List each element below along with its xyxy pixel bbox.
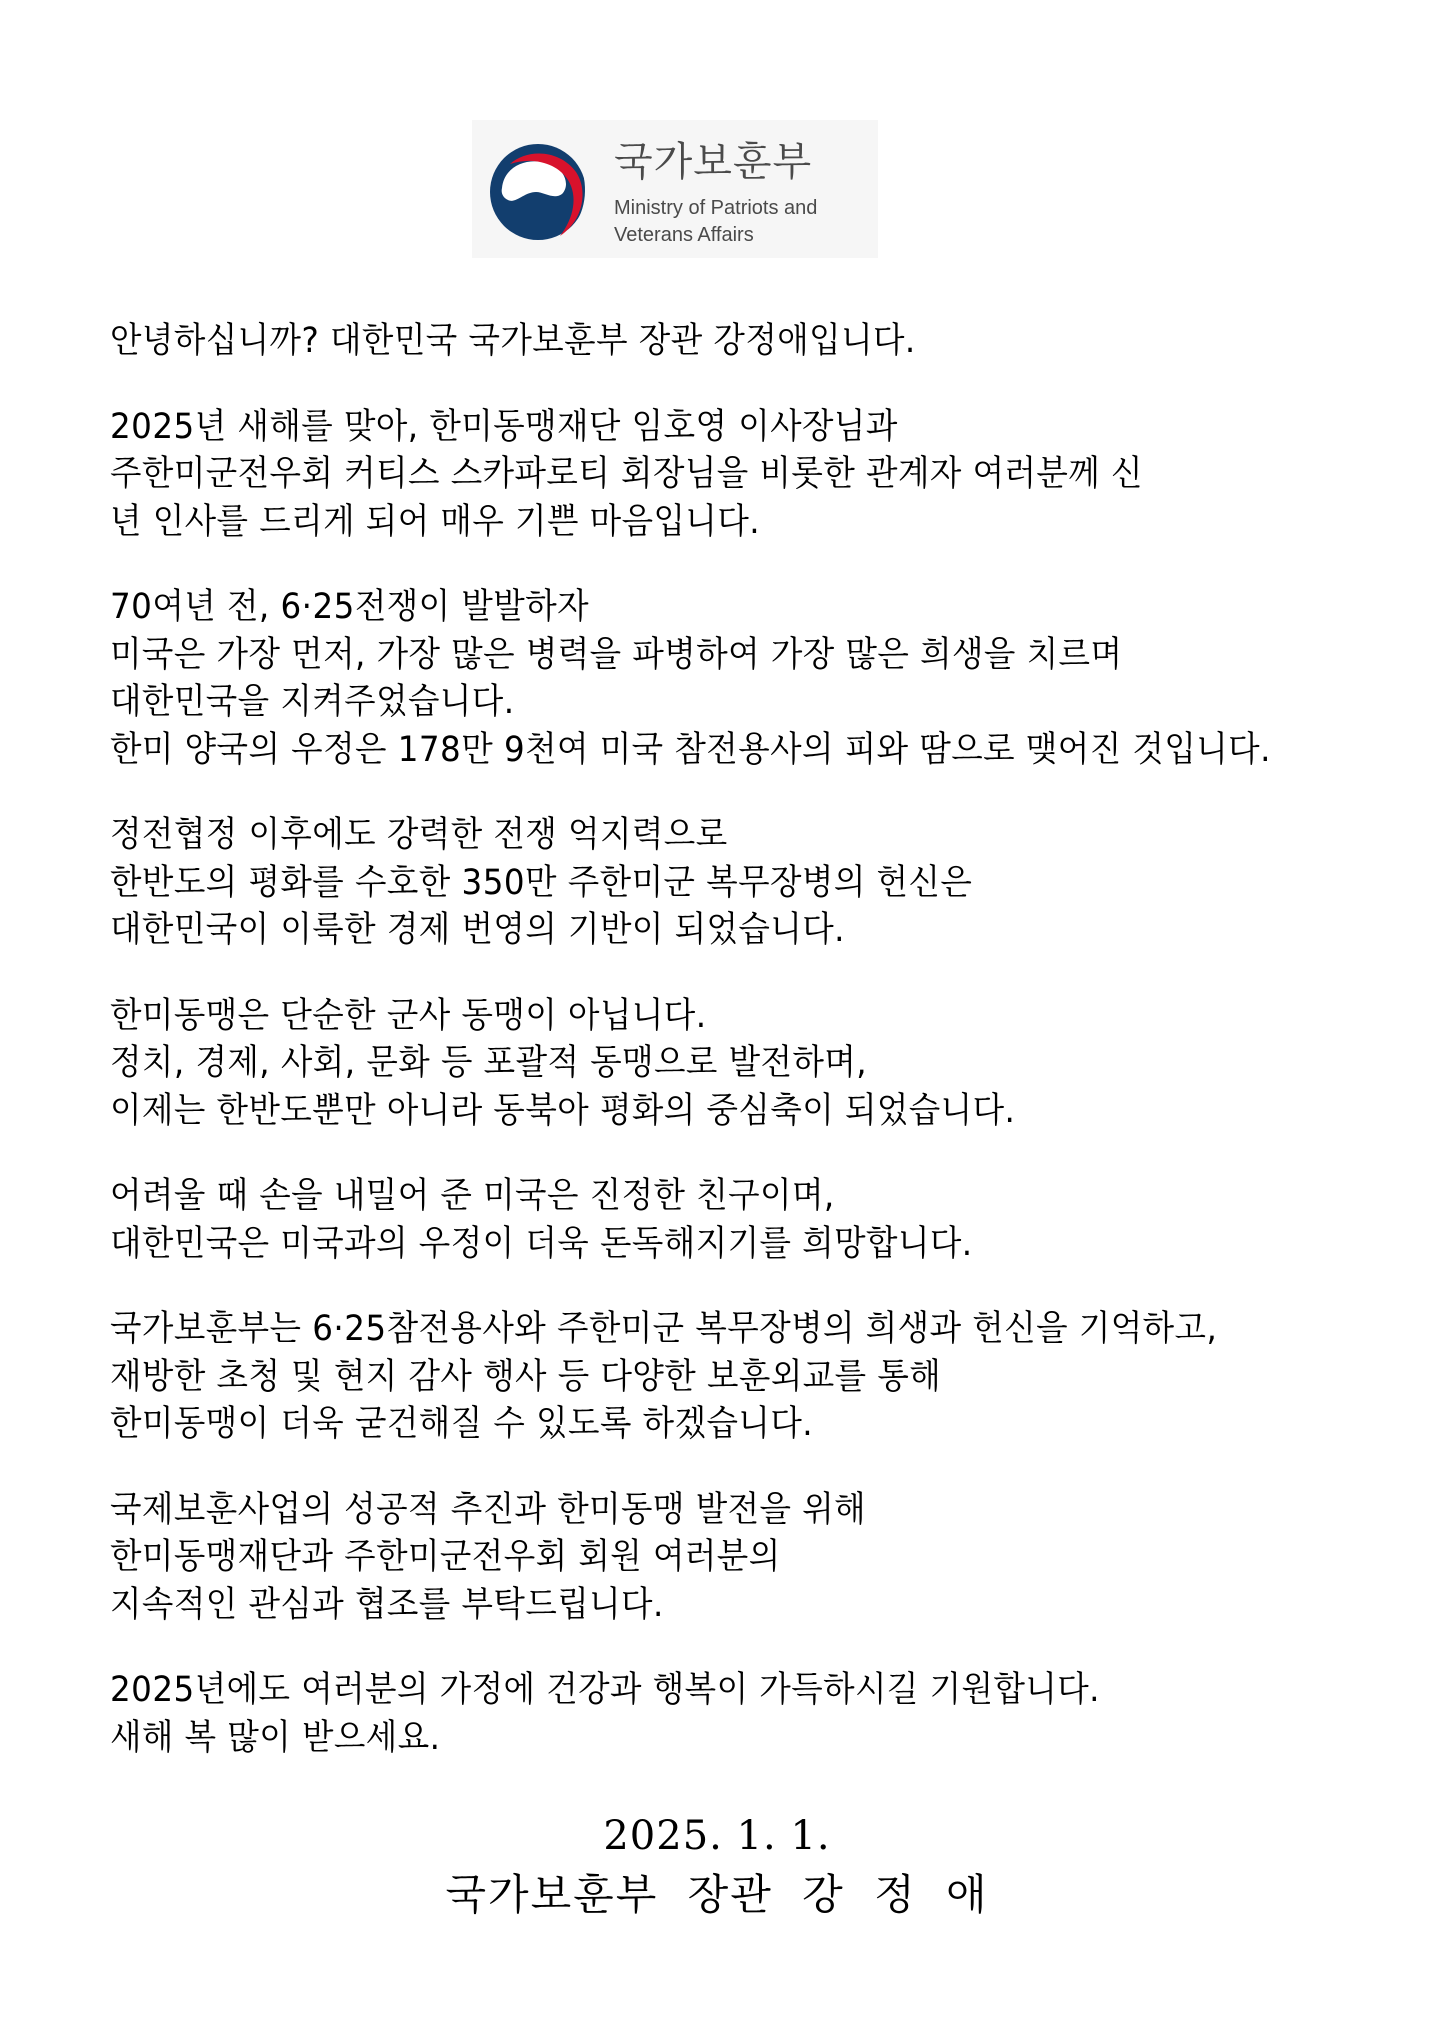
- text-line: 대한민국은 미국과의 우정이 더욱 돈독해지기를 희망합니다.: [110, 1223, 973, 1264]
- text-line: 안녕하십니까? 대한민국 국가보훈부 장관 강정애입니다.: [110, 321, 916, 361]
- text-line: 정전협정 이후에도 강력한 전쟁 억지력으로: [110, 815, 728, 855]
- text-line: 국가보훈부는 6·25참전용사와 주한미군 복무장병의 희생과 헌신을 기억하고,: [110, 1309, 1218, 1349]
- text-line: 이제는 한반도뿐만 아니라 동북아 평화의 중심축이 되었습니다.: [110, 1090, 1016, 1131]
- paragraph-greeting: [110, 318, 1226, 366]
- text-line: 주한미군전우회 커티스 스카파로티 회장님을 비롯한 관계자 여러분께 신: [110, 454, 1143, 494]
- paragraph-alliance: [110, 993, 1226, 1136]
- text-line: 정치, 경제, 사회, 문화 등 포괄적 동맹으로 발전하며,: [110, 1043, 868, 1083]
- letter-body: [110, 318, 1310, 1800]
- text-line: 대한민국이 이룩한 경제 번영의 기반이 되었습니다.: [110, 910, 845, 950]
- paragraph-ministry-commitment: [110, 1306, 1226, 1449]
- text-line: 한미동맹은 단순한 군사 동맹이 아닙니다.: [110, 995, 707, 1036]
- text-line: 한미동맹이 더욱 굳건해질 수 있도록 하겠습니다.: [110, 1404, 814, 1444]
- ministry-logo: [472, 120, 878, 258]
- paragraph-friendship: [110, 1173, 1226, 1268]
- letter-date: 2025. 1. 1.: [603, 1813, 831, 1859]
- paragraph-closing-wishes: [110, 1667, 1226, 1762]
- text-line: 2025년 새해를 맞아, 한미동맹재단 임호영 이사장님과: [110, 406, 898, 447]
- letter-signature: 국가보훈부 장관 강 정 애: [445, 1870, 989, 1919]
- text-line: 지속적인 관심과 협조를 부탁드립니다.: [110, 1584, 664, 1625]
- text-line: 대한민국을 지켜주었습니다.: [110, 682, 515, 722]
- text-line: 새해 복 많이 받으세요.: [110, 1717, 441, 1758]
- ministry-name-english-line1: Ministry of Patriots and: [614, 197, 818, 219]
- text-line: 년 인사를 드리게 되어 매우 기쁜 마음입니다.: [110, 501, 761, 542]
- text-line: 재방한 초청 및 현지 감사 행사 등 다양한 보훈외교를 통해: [110, 1356, 942, 1397]
- text-line: 2025년에도 여러분의 가정에 건강과 행복이 가득하시길 기원합니다.: [110, 1670, 1100, 1710]
- ministry-name-korean: 국가보훈부: [614, 139, 813, 185]
- taegeuk-emblem-icon: [488, 142, 588, 242]
- text-line: 한미 양국의 우정은 178만 9천여 미국 참전용사의 피와 땀으로 맺어진 것입니다.: [110, 729, 1271, 770]
- paragraph-korean-war: [110, 584, 1271, 774]
- ministry-name-english-line2: Veterans Affairs: [614, 224, 754, 246]
- text-line: 한미동맹재단과 주한미군전우회 회원 여러분의: [110, 1537, 781, 1577]
- ministry-name-english: [614, 195, 817, 249]
- text-line: 한반도의 평화를 수호한 350만 주한미군 복무장병의 헌신은: [110, 862, 973, 903]
- paragraph-new-year: [110, 404, 1226, 547]
- text-line: 70여년 전, 6·25전쟁이 발발하자: [110, 587, 590, 627]
- text-line: 미국은 가장 먼저, 가장 많은 병력을 파병하여 가장 많은 희생을 치르며: [110, 634, 1123, 675]
- text-line: 국제보훈사업의 성공적 추진과 한미동맹 발전을 위해: [110, 1489, 867, 1530]
- text-line: 어려울 때 손을 내밀어 준 미국은 진정한 친구이며,: [110, 1176, 835, 1216]
- paragraph-armistice: [110, 812, 1226, 955]
- paragraph-request: [110, 1487, 1226, 1630]
